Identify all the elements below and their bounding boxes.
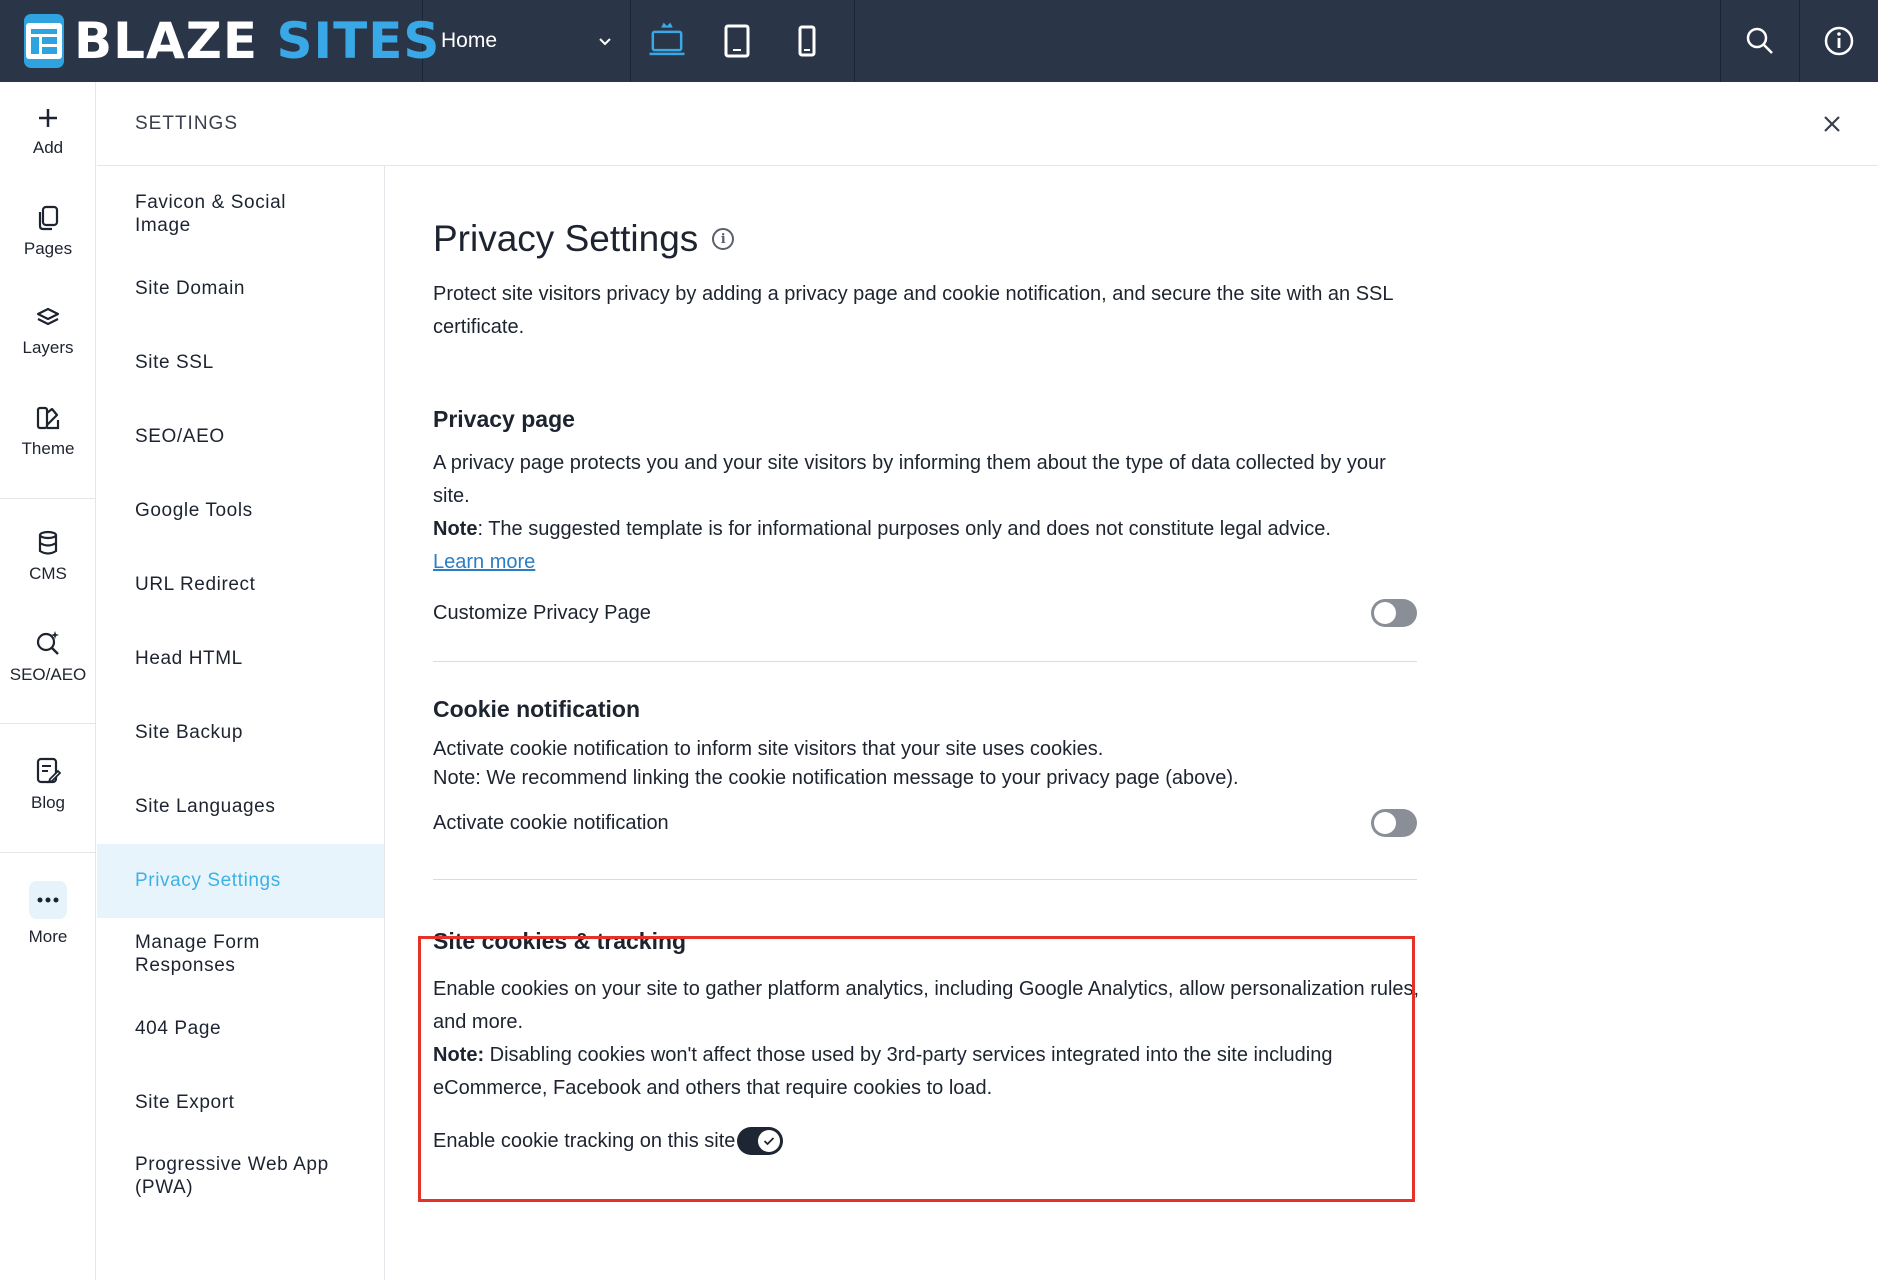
pages-icon: [36, 205, 60, 231]
activate-cookie-notification-row: [433, 809, 1417, 837]
rail-item-label: More: [28, 927, 68, 946]
blog-icon: [35, 757, 61, 785]
rail-item-label: Layers: [22, 338, 74, 357]
logo[interactable]: [0, 0, 441, 82]
privacy-page-note-label: Note: [433, 518, 478, 540]
privacy-page-note-text: : The suggested template is for informational purposes only and does not constitute legal advice.: [477, 518, 1331, 540]
tablet-icon: [723, 24, 751, 58]
site-cookies-note-label: Note:: [433, 1044, 485, 1066]
close-icon: [1822, 114, 1842, 134]
page-heading: [433, 218, 1433, 260]
nav-item-site-export[interactable]: Site Export: [135, 1091, 235, 1113]
nav-item-url-redirect[interactable]: URL Redirect: [135, 573, 256, 595]
nav-item-seo[interactable]: SEO/AEO: [135, 425, 225, 447]
nav-item-privacy-settings[interactable]: Privacy Settings: [97, 844, 384, 918]
rail-item-blog[interactable]: [0, 730, 96, 840]
cookie-notification-title: Cookie notification: [433, 696, 640, 722]
privacy-page-desc: A privacy page protects you and your site visitors by informing them about the type of data collected by your site.: [433, 452, 1386, 507]
nav-item-head-html[interactable]: Head HTML: [135, 647, 243, 669]
page-intro: Protect site visitors privacy by adding a privacy page and cookie notification, and secure the site with an SSL certificate.: [433, 283, 1393, 338]
more-icon: [29, 881, 67, 919]
nav-item-site-languages[interactable]: Site Languages: [135, 795, 276, 817]
layers-icon: [35, 306, 61, 330]
rail-item-label: Add: [32, 138, 64, 157]
page-select-value: Home: [441, 29, 498, 52]
rail-divider: [0, 723, 96, 724]
logo-word-blaze: BLAZE: [74, 12, 259, 70]
close-button[interactable]: [1818, 110, 1846, 138]
cookie-notification-desc: Activate cookie notification to inform site visitors that your site uses cookies.: [433, 738, 1104, 760]
desktop-icon: [647, 16, 687, 66]
rail-item-layers[interactable]: [0, 282, 96, 382]
rail-item-label: CMS: [29, 564, 67, 583]
site-cookies-title: Site cookies & tracking: [433, 928, 687, 954]
site-cookies-desc: Enable cookies on your site to gather platform analytics, including Google Analytics, allow personalization rules, and more.: [433, 978, 1420, 1033]
database-icon: [37, 530, 59, 556]
toggle-knob: [1374, 812, 1396, 834]
seo-icon: [34, 629, 62, 657]
nav-item-site-backup[interactable]: Site Backup: [135, 721, 243, 743]
nav-item-favicon[interactable]: Favicon & Social Image: [135, 192, 287, 236]
settings-nav: [97, 166, 385, 1280]
info-button[interactable]: [1799, 0, 1878, 82]
highlight-box: [418, 936, 1415, 1202]
rail-item-pages[interactable]: [0, 182, 96, 282]
rail-item-theme[interactable]: [0, 382, 96, 482]
section-divider: [433, 661, 1417, 662]
nav-item-site-domain[interactable]: Site Domain: [135, 277, 246, 299]
page-select-dropdown[interactable]: [423, 0, 631, 82]
search-icon: [1745, 26, 1775, 56]
privacy-page-title: Privacy page: [433, 406, 575, 432]
rail-item-add[interactable]: [0, 82, 96, 182]
chevron-down-icon: [598, 29, 612, 53]
info-icon[interactable]: i: [712, 228, 734, 250]
nav-item-site-ssl[interactable]: Site SSL: [135, 351, 214, 373]
info-icon: [1823, 25, 1855, 57]
nav-item-google-tools[interactable]: Google Tools: [135, 499, 253, 521]
site-cookies-note-text: Disabling cookies won't affect those used by 3rd-party services integrated into the site including eCommerce, Facebook and others that require cookies to load.: [433, 1044, 1333, 1099]
customize-privacy-page-toggle[interactable]: [1371, 599, 1417, 627]
customize-privacy-page-row: [433, 599, 1417, 627]
plus-icon: [36, 106, 60, 130]
learn-more-row: [433, 546, 1423, 579]
rail-item-label: Blog: [30, 793, 66, 812]
left-rail: [0, 82, 96, 1280]
customize-privacy-page-label: Customize Privacy Page: [433, 601, 651, 624]
nav-item-404-page[interactable]: 404 Page: [135, 1017, 222, 1039]
rail-item-label: Theme: [21, 439, 75, 458]
logo-text: [74, 12, 440, 70]
rail-divider: [0, 498, 96, 499]
rail-item-label: Pages: [23, 239, 73, 258]
theme-icon: [35, 405, 61, 431]
settings-title: SETTINGS: [135, 112, 239, 134]
activate-cookie-notification-toggle[interactable]: [1371, 809, 1417, 837]
enable-cookie-tracking-label: Enable cookie tracking on this site: [433, 1129, 736, 1152]
search-button[interactable]: [1720, 0, 1799, 82]
rail-item-cms[interactable]: [0, 507, 96, 607]
learn-more-link[interactable]: Learn more: [433, 551, 536, 573]
tablet-view-button[interactable]: [717, 16, 757, 66]
logo-word-sites: SITES: [276, 12, 441, 70]
rail-divider: [0, 852, 96, 853]
logo-icon: [24, 14, 64, 68]
rail-item-label: SEO/AEO: [9, 665, 87, 684]
top-bar: [0, 0, 1878, 82]
nav-item-manage-form-responses[interactable]: Manage Form Responses: [135, 932, 260, 976]
section-divider: [433, 879, 1417, 880]
desktop-view-button[interactable]: [647, 16, 687, 66]
cookie-notification-note: Note: We recommend linking the cookie notification message to your privacy page (above).: [433, 767, 1239, 789]
mobile-view-button[interactable]: [787, 16, 827, 66]
rail-item-more[interactable]: [0, 859, 96, 969]
privacy-page-note: [433, 513, 1423, 546]
page-title: Privacy Settings: [433, 218, 699, 259]
settings-header: [97, 82, 1878, 166]
toggle-knob: [1374, 602, 1396, 624]
nav-item-pwa[interactable]: Progressive Web App (PWA): [135, 1154, 329, 1198]
rail-item-seo[interactable]: [0, 607, 96, 707]
mobile-icon: [796, 25, 818, 57]
topbar-spacer: [855, 0, 1720, 82]
activate-cookie-notification-label: Activate cookie notification: [433, 811, 669, 834]
device-switcher: [631, 0, 855, 82]
